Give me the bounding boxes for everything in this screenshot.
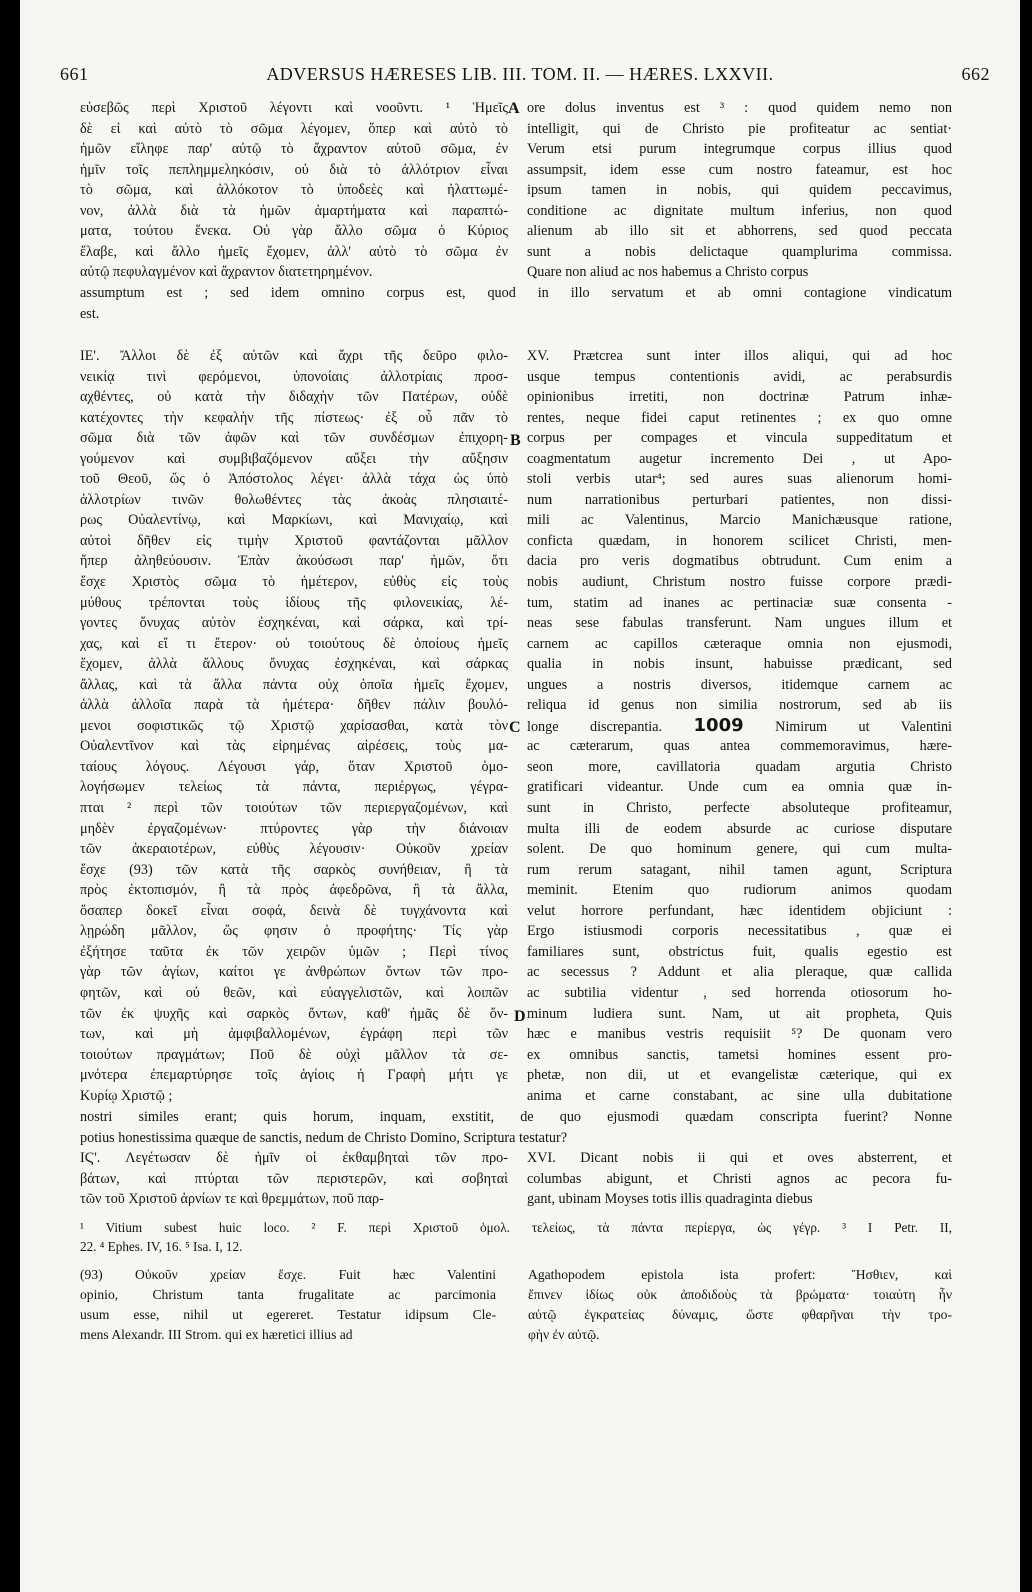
text-line: intelligit, qui de Christo pie profiteatur ac sentiat· [527,120,952,137]
text-line: ἀλλὰ ἀλλοῖα παρὰ τὰ ἡμέτερα· δῆθεν πάλιν βουλό- [80,697,508,714]
text-line: ex omnibus sanctis, tametsi homines essent pro- [527,1046,952,1063]
text-line: dacia pro veris dogmatibus obtrudunt. Cum enim a [527,553,952,570]
text-line [527,716,952,737]
text-line: assumpsit, idem esse cum nostro fateamur, est hoc [527,161,952,178]
text-line: seon more, cavillatoria quadam argutia Christo [527,758,952,775]
text-line: αὐτῷ ἐγκρατείας δύναμις, ὥστε φθαρῆναι τὴν τρο- [528,1307,952,1322]
text-line: solent. De quo hominum genere, qui cum multa- [527,841,952,858]
running-header [20,64,1020,92]
text-line: λογήσωμεν τελείως τὰ πάντα, περιέργως, γέγρα- [80,779,508,796]
text-line: nostri similes erant; quis horum, inquam, exstitit, de quo ejusmodi quædam conscripta fuerint? Nonne [80,1109,952,1125]
text-line: coagmentatum augetur incremento Dei , ut Apo- [527,450,952,467]
text-line: αχθέντες, οὐ κατὰ τὴν διδαχὴν τῶν Πατέρων, οὐδὲ [80,389,508,406]
text-line: conditione ac dignitate multum inferius, non quod [527,202,952,219]
text-line: conficta quædam, in honorem scilicet Christi, men- [527,532,952,549]
text-line: ἐξήτησε ταῦτα ἐκ τῶν χειρῶν ὑμῶν ; Περὶ τίνος [80,943,508,960]
text-line: opinio, Christum tanta frugalitate ac parcimonia [80,1287,496,1302]
text-line: λῃρώδη μᾶλλον, ὥς φησιν ὁ προφήτης· Τίς γὰρ [80,923,508,940]
text-line: neas sese fabulas transferunt. Nam ungues illum et [527,615,952,632]
text-line: μηδὲν ἐργαζομένων· πτύροντες γὰρ τὴν διάνοιαν [80,820,508,837]
text-line: num narrationibus perturbari patientes, non dissi- [527,491,952,508]
text-line: αὐτῷ πεφυλαγμένον καὶ ἄχραντον διατετηρημένον. [80,264,373,281]
text-line: mili ac Valentinus, Marcio Manichæusque ratione, [527,512,952,529]
text-line: ΙΕ'. Ἄλλοι δὲ ἐξ αὐτῶν καὶ ἄχρι τῆς δεῦρο φιλο- [80,348,508,364]
text-line: usum esse, nihil ut egereret. Testatur idipsum Cle- [80,1307,496,1322]
text-line: carnem ac capillos cæteraque omnia non ejusmodi, [527,635,952,652]
text-line: reliqua id genus non similia nostrorum, sed ab iis [527,697,952,714]
text-line: opinionibus irretiti, non doctrinæ Patrum inhæ- [527,389,952,406]
text-line: ματα, τούτου ἕνεκα. Οὐ γὰρ ἄλλο σῶμα ὁ Κύριος [80,223,508,240]
text-line: minum ludiera sunt. Nam, ut ait propheta, Quis [527,1005,952,1022]
text-line: qualia in nobis insunt, habuisse prædicant, sed [527,656,952,673]
text-line: ipsum tamen in nobis, qui quidem peccavimus, [527,182,952,199]
margin-marker-a: A [508,100,520,117]
greek-column-block-1 [80,98,508,283]
page-number-right: 662 [961,64,990,84]
text-line: χας, καὶ εἴ τι ἕτερον· οὐ τοιούτους δὲ ὁποίους ἡμεῖς [80,635,508,652]
text-line: μύθους τρέπονται τοὺς ἰδίους τῆς φιλονεικίας, λέ- [80,594,508,611]
text-line: Οὐαλεντῖνον καὶ τὰς εἰρημένας αἱρέσεις, τοὺς μα- [80,738,508,755]
text-line: usque tempus contentionis avidi, ac perabsurdis [527,368,952,385]
text-line: ἤπερ ἀληθεύουσιν. Ἐπὰν ἀκούσωσι παρ' ἡμῶν, ὅτι [80,553,508,570]
text-line: νεικίᾳ τινὶ φερόμενοι, ὑπονοίαις ἀλλοτρίαις προσ- [80,368,508,385]
text-line: τὸ σῶμα, καὶ ἀλλόκοτον τὸ ὑποδεὲς καὶ ἠλαττωμέ- [80,182,508,199]
text-line: ρως Οὐαλεντίνῳ, καὶ Μαρκίωνι, καὶ Μανιχαίῳ, καὶ [80,512,508,529]
text-line: phetæ, non dii, ut et evangelistæ cæterique, qui ex [527,1067,952,1084]
text-line: XVI. Dicant nobis ii qui et oves absterrent, et [527,1150,952,1166]
text-line: nobis audiunt, Christum nostro fuisse corpore prædi- [527,574,952,591]
text-line: columbas abigunt, et Christi agnos ac pecora fu- [527,1170,952,1187]
text-line: XV. Prætcrea sunt inter illos aliqui, qui ad hoc [527,348,952,364]
text-line: ac cæterarum, quas antea commemoravimus, hære- [527,738,952,755]
text-line: mens Alexandr. III Strom. qui ex hæretici illius ad [80,1327,353,1342]
text-line: Ergo istiusmodi corporis necessitatibus , quæ ei [527,923,952,940]
footnote-left-column [80,1265,496,1345]
text-line: ore dolus inventus est ³ : quod quidem nemo non [527,100,952,116]
text-line: γούμενον καὶ συμβιβαζόμενον αὔξει τὴν αὔξησιν [80,450,508,467]
text-line: πται ² περὶ τῶν τοιούτων τῶν περιεργαζομένων, καὶ [80,800,508,817]
greek-column-block-3 [80,1148,508,1210]
text-line: κατέχοντες τὴν κεφαλὴν τῆς πίστεως· ἐξ οὗ πᾶν τὸ [80,409,508,426]
text-line: ἡμῖν τοῖς πεπλημμεληκόσιν, οὐ διὰ τὸ ἀλλότριον εἶναι [80,161,508,178]
text-line: ac subtilia videntur , sed horrenda otiosorum ho- [527,984,952,1001]
text-line: meminit. Etenim quo rudiorum animos quodam [527,882,952,899]
text-line: ungues a nostris diversos, itidemque carnem ac [527,676,952,693]
text-line: Quare non aliud ac nos habemus a Christo corpus [527,264,809,281]
text-line: των, καὶ μὴ ἀμφιβαλλομένων, ἐγράφη περὶ τῶν [80,1026,508,1043]
text-line: ac secessus ? Addunt et alia pleraque, quæ callida [527,964,952,981]
margin-marker-b: B [510,432,521,449]
footnote-right-column [528,1265,952,1345]
full-width-continuation-2 [80,1107,952,1148]
page [20,0,1020,1592]
text-line: τῶν ἀκεραιοτέρων, εὐθὺς λέγουσιν· Οὐκοῦν χρείαν [80,841,508,858]
latin-column-block-3 [527,1148,952,1210]
text-line: rum rerum satagant, nihil tamen agunt, Scriptura [527,861,952,878]
margin-marker-d: D [514,1008,526,1025]
text-line: τῶν ἐκ ψυχῆς καὶ σαρκὸς ὄντων, καθ' ἡμᾶς δὲ ὄν- [80,1005,508,1022]
text-line: gant, ubinam Moyses totis illis quadraginta diebus [527,1191,813,1208]
text-line: ἔσχε (93) τῶν κατὰ τῆς σαρκὸς συνήθειαν, ἢ τὰ [80,861,508,878]
text-line: ἡμῶν εἴληφε παρ' αὐτῷ τὸ ἄχραντον αὐτοῦ σῶμα, ἐν [80,141,508,158]
text-line: μνότερα ἐπεμαρτύρησε τοῖς ἁγίοις ἡ Γραφὴ μήτι γε [80,1067,508,1084]
column-number: 1009 [693,715,744,736]
reference-notes [80,1218,952,1256]
text-line: multa illi de eodem absurde ac curiose disputare [527,820,952,837]
full-width-continuation-1 [80,283,952,324]
text-line: (93) Οὐκοῦν χρείαν ἔσχε. Fuit hæc Valentini [80,1267,496,1282]
text-line: βάτων, καὶ πτύρται τῶν περιστερῶν, καὶ σοβηταὶ [80,1170,508,1187]
page-number-left: 661 [60,64,89,84]
text-line: ἔχομεν, ἀλλὰ ἄλλους ὄνυχας ἐσχηκέναι, καὶ σάρκας [80,656,508,673]
text-line: γὰρ τῶν ἁγίων, καίτοι γε ἀνθρώπων ὄντων τῶν προ- [80,964,508,981]
margin-marker-c: C [509,719,521,736]
text-line: φὴν ἐν αὐτῷ. [528,1327,600,1342]
text-line: σῶμα διὰ τῶν ἀφῶν καὶ τῶν συνδέσμων ἐπιχορη- [80,430,508,447]
text-line: tum, statim ad inanes ac pertinaciæ suæ consenta - [527,594,952,611]
text-line: assumptum est ; sed idem omnino corpus est, quod in illo servatum et ab omni contagione vindicatum [80,285,952,301]
text-line: rentes, neque fidei caput retinentes ; ex quo omne [527,409,952,426]
text-line: potius honestissima quæque de sanctis, nedum de Christo Domino, Scriptura testatur? [80,1129,568,1146]
greek-column-block-2 [80,346,508,1106]
text-line: ἔπινεν ἰδίως οὐκ ἀποδιδοὺς τὰ βρώματα· τοιαύτη ἦν [528,1287,952,1302]
text-line: Κυρίῳ Χριστῷ ; [80,1087,173,1104]
text-line: hæc e manibus vestris requisiit ⁵? De quonam vero [527,1026,952,1043]
text-line: μενοι σοφιστικῶς τῷ Χριστῷ χαρίσασθαι, κατὰ τὸν [80,717,508,734]
text-line: πρὸς ἐκτοπισμόν, ἢ τὰ πρὸς ἀφεδρῶνα, ἢ τὰ ἄλλα, [80,882,508,899]
text-line: corpus per compages et vincula suppeditatum et [527,430,952,447]
text-line: αὐτοὶ δῆθεν εἰς τιμὴν Χριστοῦ φαντάζονται μᾶλλον [80,532,508,549]
text-line: τοιούτων πραγμάτων; Ποῦ δὲ οὐχὶ μᾶλλον τὰ σε- [80,1046,508,1063]
text-line: ταίους λόγους. Λέγουσι γάρ, ὅταν Χριστοῦ ὁμο- [80,758,508,775]
latin-column-block-2 [527,346,952,1106]
text-fragment: Nimirum ut Valentini [775,718,952,735]
text-line: ἔσχε Χριστὸς σῶμα τὸ ἡμέτερον, εὐθὺς εἰς τοὺς [80,574,508,591]
latin-column-block-1 [527,98,952,283]
text-line: familiares sunt, obstrictus fuit, qualis egestio est [527,943,952,960]
text-line: ¹ Vitium subest huic loco. ² F. περὶ Χριστοῦ ὁμολ. τελείως, τὰ πάντα περίεργα, ὡς γέγρ. ³ I Petr. II, [80,1220,952,1235]
text-line: ἀλλοτρίων τινῶν θολωθέντες τὰς ἀκοὰς πλησιαιτέ- [80,491,508,508]
text-line: anima et carne constabant, ac sine ulla dubitatione [527,1087,952,1104]
text-line: δὲ εἰ καὶ αὐτὸ τὸ σῶμα λέγομεν, ὅπερ καὶ αὐτὸ τὸ [80,120,508,137]
text-line: sunt a nobis delictaque quamplurima commissa. [527,243,952,260]
text-line: φητῶν, καὶ οὐ θεῶν, καὶ εὐαγγελιστῶν, καὶ λοιπῶν [80,984,508,1001]
text-line: gratificari videantur. Unde cum ea omnia quæ in- [527,779,952,796]
text-line: Agathopodem epistola ista profert: Ἤσθιεν, καὶ [528,1267,952,1282]
text-line: ἔλαβε, καὶ ἄλλο ἡμεῖς ἔχομεν, ἀλλ' αὐτὸ τὸ σῶμα ἐν [80,243,508,260]
text-line: εὐσεβῶς περὶ Χριστοῦ λέγοντι καὶ νοοῦντι. ¹ Ἡμεῖς [80,100,508,116]
text-line: stoli verbis utar⁴; sed aures suas alienorum homi- [527,471,952,488]
text-line: sunt in Christo, perfecte absoluteque profiteamur, [527,800,952,817]
text-line: alienum ab illo sit et abhorrens, sed quod peccata [527,223,952,240]
text-line: Verum etsi purum integrumque corpus illius quod [527,141,952,158]
text-line: velut horrore perfundant, hæc identidem objiciunt : [527,902,952,919]
text-line: ὅσαπερ δοκεῖ εἶναι σοφά, δεινὰ δὲ τυγχάνοντα καὶ [80,902,508,919]
text-line: est. [80,305,100,322]
text-line: 22. ⁴ Ephes. IV, 16. ⁵ Isa. I, 12. [80,1239,243,1254]
text-fragment: longe discrepantia. [527,718,663,735]
text-line: τῶν τοῦ Χριστοῦ ἀρνίων τε καὶ θρεμμάτων, ποῦ παρ- [80,1191,384,1208]
text-line: τοῦ Θεοῦ, ὥς ὁ Ἀπόστολος λέγει· ἀλλὰ τάχα ὡς ὑπὸ [80,471,508,488]
text-line: ἄλλας, καὶ τὰ ἄλλα πάντα οὐχ ὁποῖα ἡμεῖς ἔχομεν, [80,676,508,693]
text-line: γοντες ὄνυχας αὐτὸν ἐσχηκέναι, καὶ σάρκα, καὶ τρί- [80,615,508,632]
text-line: ΙϚ'. Λεγέτωσαν δὲ ἡμῖν οἱ ἐκθαμβηταὶ τῶν προ- [80,1150,508,1166]
text-line: νον, ἀλλὰ διὰ τὰ ἡμῶν ἁμαρτήματα καὶ παραπτώ- [80,202,508,219]
running-title: ADVERSUS HÆRESES LIB. III. TOM. II. — HÆRES. LXXVII. [266,64,774,84]
